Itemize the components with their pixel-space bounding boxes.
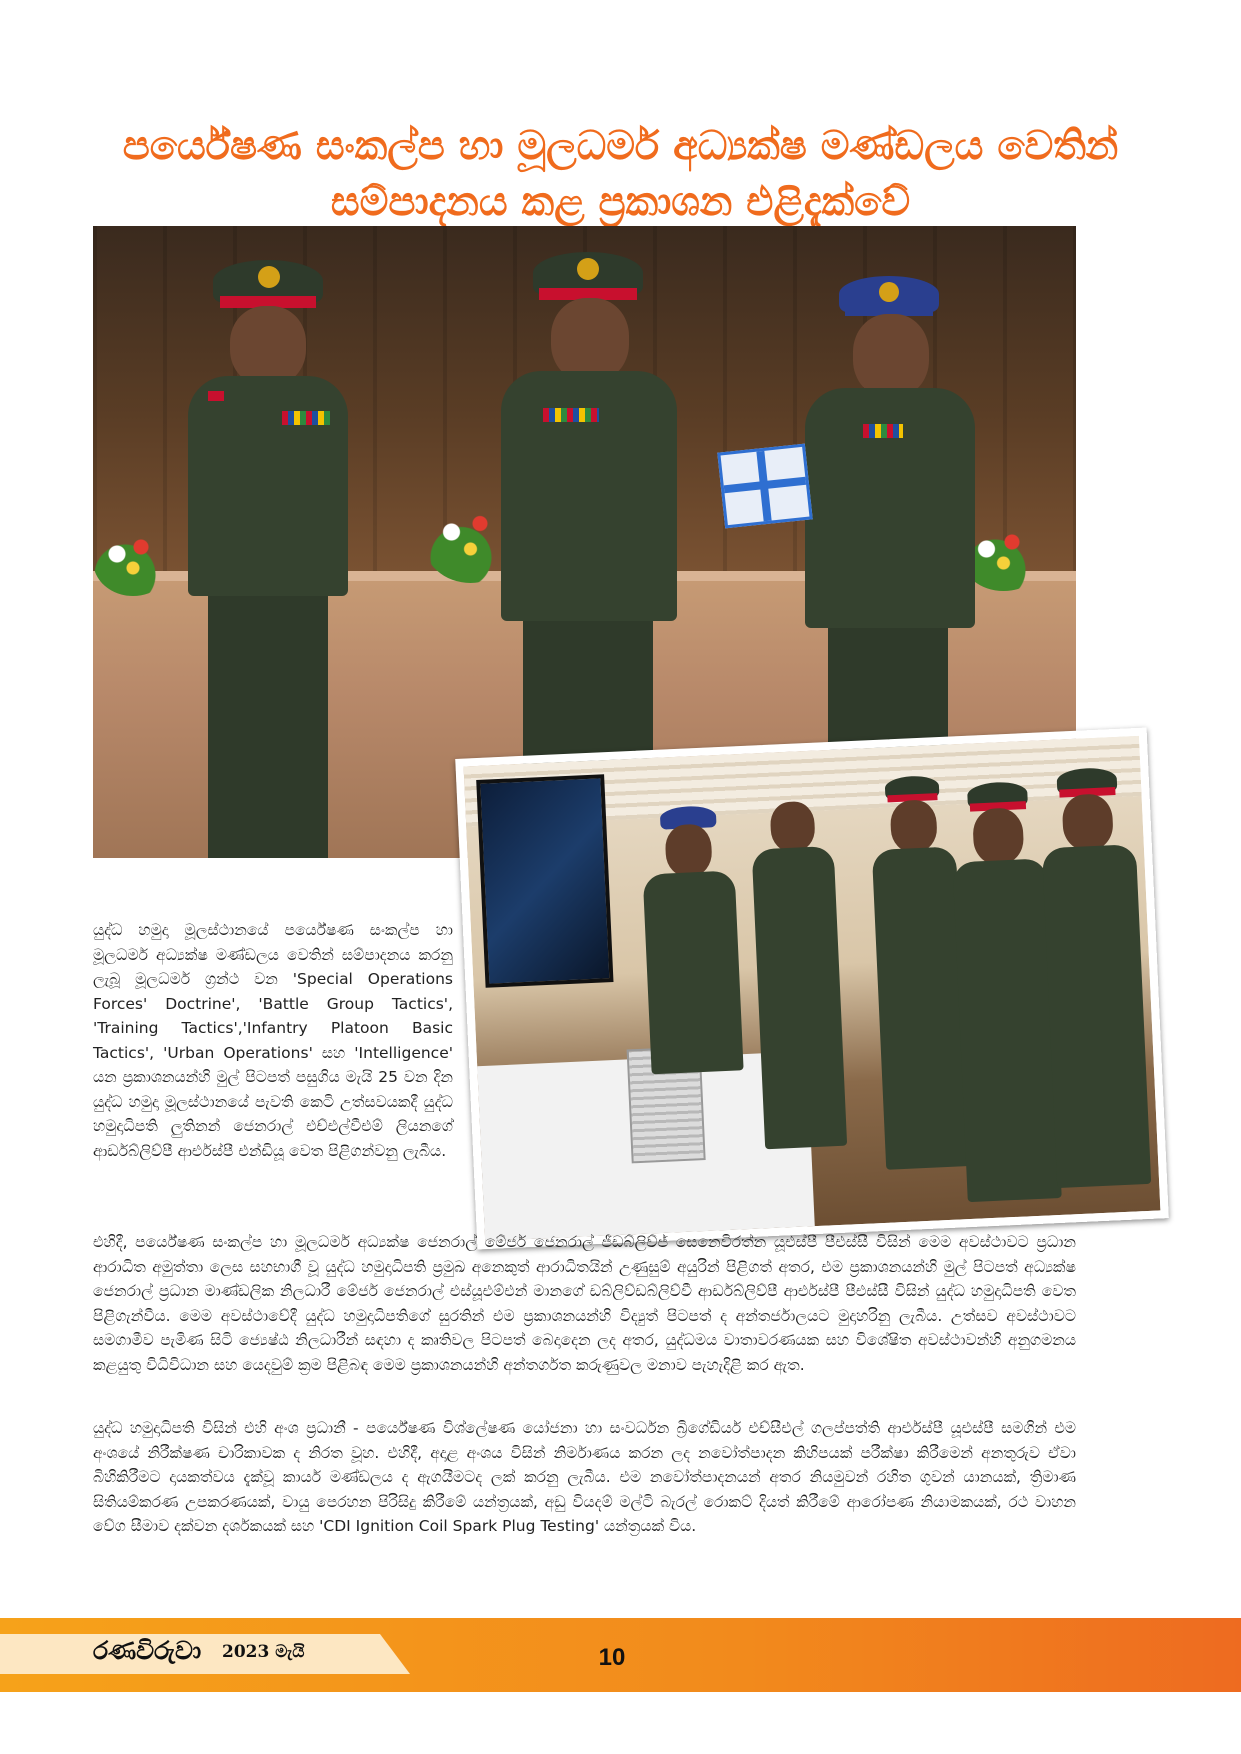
inset-officer-1 [745,790,851,1154]
article-paragraph-3: යුද්ධ හමුදාධිපති විසින් එහි අංශ ප්‍රධානී - පර්යේෂණ විශ්ලේෂණ යෝජනා හා සංවර්ධන බ්‍රිගේඩියර් එච්සීඑල් ගලප්පත්ති ආර්එස්පී යූඑස්පී සමගින් එම අංශයේ නිරීක්ෂණ චාරිකාවක ද නිරත වූහ. එහිදී, අදාළ අංශය විසින් නිර්මාණය කරන ලද නවෝත්පාදන කිහිපයක් පරීක්ෂා කිරීමෙන් අනතුරුව ඒවා බිහිකිරීමට දායකත්වය දැක්වූ කාර්ය මණ්ඩලය ද ඇගයීමටද ලක් කරනු ලැබීය. එම නවෝත්පාදනයන් අතර නියමුවන් රහිත ගුවන් යානයක්, ත්‍රිමාණ සිතියම්කරණ උපකරණයක්, වායු පෙරහන පිරිසිදු කිරීමේ යන්ත්‍රයක්, අඩු වියදම් මල්ටි බැරල් රොකට් දියත් කිරීමේ ආරෝපණ නියාමකයක්, රථ වාහන වේග සීමාව දක්වන දර්ශකයක් සහ 'CDI Ignition Coil Spark Plug Testing' යන්ත්‍රයක් විය. [93,1419,1076,1535]
magazine-logo: රණවිරුවා [93,1636,202,1665]
page-number: 10 [598,1644,626,1671]
publication-book [717,444,812,529]
officer-left [178,246,358,858]
article-paragraph-1: යුද්ධ හමුදා මූලස්ථානයේ පර්යේෂණ සංකල්ප හා මූලධර්ම අධ්‍යක්ෂ මණ්ඩලය වෙතින් සම්පාදනය කරනු ලැබූ මූලධර්ම ග්‍රන්ථ වන 'Special Operations Forces' Doctrine', 'Battle Group Tactics', 'Training Tactics','Infantry Platoon Basic Tactics', 'Urban Operations' සහ 'Intelligence' යන ප්‍රකාශනයන්හි මුල් පිටපත් පසුගිය මැයි 25 වන දින යුද්ධ හමුදා මූලස්ථානයේ පැවති කෙටි උත්සවයකදී යුද්ධ හමුදාධිපති ලුතිනන් ජෙනරාල් එච්එල්වීඑම් ලියනගේ ආර්ඩබ්ලිව්පී ආර්එස්පී එන්ඩියූ වෙත පිළිගන්වනු ලැබීය. [93,921,453,1160]
display-screen [476,774,613,988]
article-title-line-2: සම්පාදනය කළ ප්‍රකාශන එළිදැක්වේ [330,179,911,225]
article-title [60,118,1181,230]
inset-officer-4 [1034,766,1153,1190]
issue-date: 2023 මැයි [222,1642,305,1662]
inset-photo [455,728,1169,1250]
footer-tab [0,1634,410,1674]
flower-arrangement-left [93,526,173,596]
inset-soldier-presenter [636,804,750,1108]
article-title-line-1: පර්යේෂණ සංකල්ප හා මූලධර්ම අධ්‍යක්ෂ මණ්ඩලය වෙතින් [122,123,1119,169]
article-paragraph-2: එහිදී, පර්යේෂණ සංකල්ප හා මූලධර්ම අධ්‍යක්ෂ ජෙනරාල් මේජර් ජෙනරාල් ජීඩබ්ලිව්ජ් සෙනෙවිරත්න යූඑස්පී පීඑස්සී විසින් මෙම අවස්ථාවට ප්‍රධාන ආරාධිත අමුත්තා ලෙස සහභාගී වූ යුද්ධ හමුදාධිපති ප්‍රමුඛ අනෙකුත් ආරාධිතයින් උණුසුම් අයුරින් පිළිගත් අතර, එම ප්‍රකාශනයන්හි මුල් පිටපත් අධ්‍යක්ෂ ජෙනරාල් ප්‍රධාන මාණ්ඩලික නිලධාරී මේජර් ජෙනරාල් එස්යූඑම්එන් මානගේ ඩබ්ලිව්ඩබ්ලිව්වී ආර්ඩබ්ලිව්පී ආර්එස්පී පීඑස්සී විසින් යුද්ධ හමුදාධිපති වෙත පිළිගැන්වීය. මෙම අවස්ථාවේදී යුද්ධ හමුදාධිපතිගේ සුරතින් එම ප්‍රකාශනයන්හි විද්‍යුත් පිටපත් ද අන්තර්ජාලයට මුදාහරිනු ලැබීය. උත්සව අවස්ථාවට සමගාමීව පැමිණ සිටි ජ්‍යෙෂ්ඨ නිලධාරීන් සඳහා ද කෘතිවල පිටපත් බෙදාදෙන ලද අතර, යුද්ධමය වාතාවරණයක සහ විශේෂිත අවස්ථාවන්හි අනුගමනය කළයුතු විධිවිධාන සහ යෙදවුම් ක්‍රම පිළිබඳ මෙම ප්‍රකාශනයන්හි අන්තර්ගත කරුණුවල මනාව පැහැදිළි කර ඇත. [93,1233,1076,1374]
